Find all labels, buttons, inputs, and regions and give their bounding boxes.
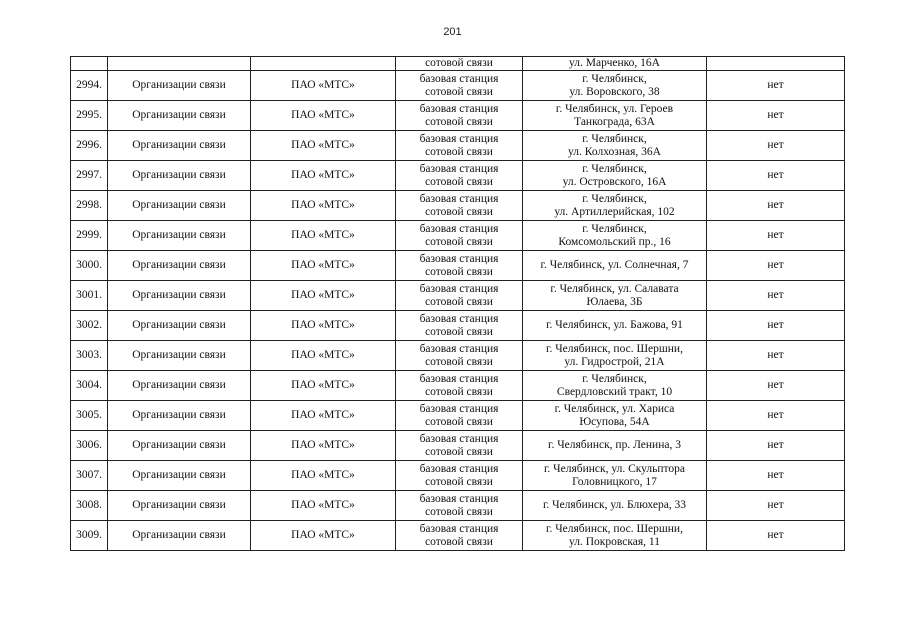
row-category: Организации связи: [108, 431, 251, 461]
object-type-line-2: сотовой связи: [425, 205, 493, 218]
row-owner: ПАО «МТС»: [251, 371, 396, 401]
row-category: Организации связи: [108, 101, 251, 131]
row-address: [523, 371, 707, 401]
row-category: Организации связи: [108, 401, 251, 431]
object-type-line-2: сотовой связи: [425, 325, 493, 338]
object-type-line-2: сотовой связи: [425, 85, 493, 98]
row-number: 2996.: [71, 131, 108, 161]
row-category: Организации связи: [108, 491, 251, 521]
row-number: 3000.: [71, 251, 108, 281]
object-type-line-2: сотовой связи: [425, 295, 493, 308]
object-type-line-1: базовая станция: [419, 522, 499, 535]
address-line-2: Юлаева, 3Б: [586, 295, 643, 308]
table-row: [71, 281, 845, 311]
row-address: [523, 191, 707, 221]
object-type-line-2: сотовой связи: [425, 475, 493, 488]
cell-num: [71, 57, 108, 71]
object-type-line-2: сотовой связи: [425, 355, 493, 368]
address-line-1: г. Челябинск,: [582, 372, 647, 385]
table-row: [71, 71, 845, 101]
row-flag: нет: [707, 251, 845, 281]
row-category: Организации связи: [108, 341, 251, 371]
table-row: [71, 191, 845, 221]
address-line-2: ул. Островского, 16А: [562, 175, 667, 188]
object-type-line-1: базовая станция: [419, 312, 499, 325]
row-number: 3001.: [71, 281, 108, 311]
object-type-line-2: сотовой связи: [425, 445, 493, 458]
row-number: 3007.: [71, 461, 108, 491]
row-owner: ПАО «МТС»: [251, 431, 396, 461]
address-line-1: г. Челябинск, ул. Хариса: [554, 402, 675, 415]
row-flag: нет: [707, 401, 845, 431]
table-row: [71, 401, 845, 431]
row-object-type: [396, 431, 523, 461]
row-owner: ПАО «МТС»: [251, 221, 396, 251]
cell-owner: [251, 57, 396, 71]
row-object-type: [396, 101, 523, 131]
row-object-type: [396, 191, 523, 221]
address-line-1: г. Челябинск, ул. Скульптора: [543, 462, 686, 475]
row-owner: ПАО «МТС»: [251, 491, 396, 521]
cell-flag: [707, 57, 845, 71]
table-row: [71, 101, 845, 131]
row-owner: ПАО «МТС»: [251, 251, 396, 281]
row-owner: ПАО «МТС»: [251, 131, 396, 161]
address-line-1: г. Челябинск,: [582, 72, 647, 85]
row-category: Организации связи: [108, 161, 251, 191]
row-flag: нет: [707, 71, 845, 101]
object-type-line-2: сотовой связи: [425, 385, 493, 398]
row-flag: нет: [707, 311, 845, 341]
address-line-1: г. Челябинск, ул. Солнечная, 7: [540, 259, 689, 272]
object-type-line-1: базовая станция: [419, 222, 499, 235]
row-flag: нет: [707, 281, 845, 311]
cell-object-type: сотовой связи: [396, 57, 523, 71]
object-type-line-1: базовая станция: [419, 342, 499, 355]
object-type-line-2: сотовой связи: [425, 505, 493, 518]
row-number: 2995.: [71, 101, 108, 131]
row-number: 3002.: [71, 311, 108, 341]
table-row: [71, 131, 845, 161]
row-object-type: [396, 311, 523, 341]
row-address: [523, 281, 707, 311]
row-object-type: [396, 71, 523, 101]
address-line-1: г. Челябинск, ул. Героев: [555, 102, 674, 115]
row-object-type: [396, 221, 523, 251]
row-object-type: [396, 491, 523, 521]
table-row: [71, 221, 845, 251]
row-owner: ПАО «МТС»: [251, 401, 396, 431]
row-address: [523, 131, 707, 161]
object-type-line-1: базовая станция: [419, 162, 499, 175]
object-type-line-1: базовая станция: [419, 102, 499, 115]
row-object-type: [396, 161, 523, 191]
row-owner: ПАО «МТС»: [251, 71, 396, 101]
row-number: 3008.: [71, 491, 108, 521]
row-address: [523, 521, 707, 551]
object-type-line-2: сотовой связи: [425, 115, 493, 128]
row-flag: нет: [707, 431, 845, 461]
object-type-line-1: базовая станция: [419, 72, 499, 85]
table-row: [71, 431, 845, 461]
row-owner: ПАО «МТС»: [251, 311, 396, 341]
row-number: 3003.: [71, 341, 108, 371]
row-category: Организации связи: [108, 221, 251, 251]
page-number: 201: [443, 26, 462, 38]
row-address: [523, 311, 707, 341]
address-line-1: г. Челябинск, пос. Шершни,: [546, 342, 683, 355]
row-flag: нет: [707, 371, 845, 401]
row-address: [523, 221, 707, 251]
table-row: [71, 251, 845, 281]
row-object-type: [396, 251, 523, 281]
address-line-1: г. Челябинск, пр. Ленина, 3: [548, 439, 681, 452]
cell-address: ул. Марченко, 16А: [523, 57, 707, 71]
object-type-line-2: сотовой связи: [425, 175, 493, 188]
row-category: Организации связи: [108, 371, 251, 401]
row-address: [523, 461, 707, 491]
address-line-1: г. Челябинск, пос. Шершни,: [546, 522, 683, 535]
address-line-1: г. Челябинск, ул. Салавата: [550, 282, 679, 295]
row-object-type: [396, 461, 523, 491]
row-object-type: [396, 371, 523, 401]
row-number: 2999.: [71, 221, 108, 251]
table-row: [71, 311, 845, 341]
row-flag: нет: [707, 191, 845, 221]
table-row: [71, 491, 845, 521]
row-number: 2998.: [71, 191, 108, 221]
row-flag: нет: [707, 131, 845, 161]
address-line-2: Головницкого, 17: [572, 475, 657, 488]
address-line-2: Свердловский тракт, 10: [556, 385, 673, 398]
row-address: [523, 431, 707, 461]
row-address: [523, 101, 707, 131]
object-type-line-2: сотовой связи: [425, 145, 493, 158]
row-number: 2994.: [71, 71, 108, 101]
object-type-line-2: сотовой связи: [425, 535, 493, 548]
row-object-type: [396, 131, 523, 161]
object-type-line-2: сотовой связи: [425, 235, 493, 248]
address-line-1: г. Челябинск,: [582, 132, 647, 145]
cell-category: [108, 57, 251, 71]
address-line-1: г. Челябинск, ул. Блюхера, 33: [542, 499, 687, 512]
row-category: Организации связи: [108, 311, 251, 341]
address-line-2: ул. Воровского, 38: [569, 85, 660, 98]
object-type-line-1: базовая станция: [419, 462, 499, 475]
row-owner: ПАО «МТС»: [251, 341, 396, 371]
row-object-type: [396, 401, 523, 431]
address-line-2: ул. Колхозная, 36А: [568, 145, 661, 158]
table-row: [71, 341, 845, 371]
object-type-line-1: базовая станция: [419, 192, 499, 205]
row-flag: нет: [707, 521, 845, 551]
address-line-1: г. Челябинск,: [582, 192, 647, 205]
row-number: 3006.: [71, 431, 108, 461]
table-row: [71, 461, 845, 491]
row-address: [523, 71, 707, 101]
table-row: [71, 371, 845, 401]
row-flag: нет: [707, 221, 845, 251]
object-type-line-1: базовая станция: [419, 492, 499, 505]
object-type-line-2: сотовой связи: [425, 265, 493, 278]
continuation-row: [71, 57, 845, 71]
row-category: Организации связи: [108, 461, 251, 491]
row-flag: нет: [707, 161, 845, 191]
object-type-line-1: базовая станция: [419, 252, 499, 265]
row-category: Организации связи: [108, 191, 251, 221]
row-address: [523, 251, 707, 281]
register-table: [70, 56, 845, 551]
row-category: Организации связи: [108, 71, 251, 101]
row-address: [523, 341, 707, 371]
row-category: Организации связи: [108, 521, 251, 551]
address-line-2: Комсомольский пр., 16: [558, 235, 671, 248]
row-flag: нет: [707, 341, 845, 371]
row-category: Организации связи: [108, 251, 251, 281]
row-number: 3005.: [71, 401, 108, 431]
row-owner: ПАО «МТС»: [251, 521, 396, 551]
address-line-2: ул. Гидрострой, 21А: [564, 355, 665, 368]
row-owner: ПАО «МТС»: [251, 161, 396, 191]
row-object-type: [396, 341, 523, 371]
address-line-1: г. Челябинск, ул. Бажова, 91: [546, 319, 683, 332]
row-owner: ПАО «МТС»: [251, 461, 396, 491]
row-address: [523, 401, 707, 431]
address-line-2: ул. Артиллерийская, 102: [554, 205, 675, 218]
object-type-line-2: сотовой связи: [425, 415, 493, 428]
object-type-line-1: базовая станция: [419, 402, 499, 415]
row-object-type: [396, 521, 523, 551]
row-address: [523, 161, 707, 191]
table-row: [71, 521, 845, 551]
row-number: 2997.: [71, 161, 108, 191]
address-line-2: Танкограда, 63А: [574, 115, 655, 128]
address-line-1: г. Челябинск,: [582, 162, 647, 175]
row-number: 3004.: [71, 371, 108, 401]
row-category: Организации связи: [108, 281, 251, 311]
row-flag: нет: [707, 101, 845, 131]
row-number: 3009.: [71, 521, 108, 551]
row-flag: нет: [707, 461, 845, 491]
row-owner: ПАО «МТС»: [251, 281, 396, 311]
object-type-line-1: базовая станция: [419, 432, 499, 445]
object-type-line-1: базовая станция: [419, 132, 499, 145]
object-type-line-1: базовая станция: [419, 372, 499, 385]
register-table-body: [71, 57, 845, 551]
address-line-2: Юсупова, 54А: [579, 415, 650, 428]
object-type-line-1: базовая станция: [419, 282, 499, 295]
address-line-2: ул. Покровская, 11: [569, 535, 660, 548]
row-owner: ПАО «МТС»: [251, 101, 396, 131]
address-line-1: г. Челябинск,: [582, 222, 647, 235]
table-row: [71, 161, 845, 191]
row-owner: ПАО «МТС»: [251, 191, 396, 221]
row-category: Организации связи: [108, 131, 251, 161]
row-flag: нет: [707, 491, 845, 521]
row-address: [523, 491, 707, 521]
row-object-type: [396, 281, 523, 311]
